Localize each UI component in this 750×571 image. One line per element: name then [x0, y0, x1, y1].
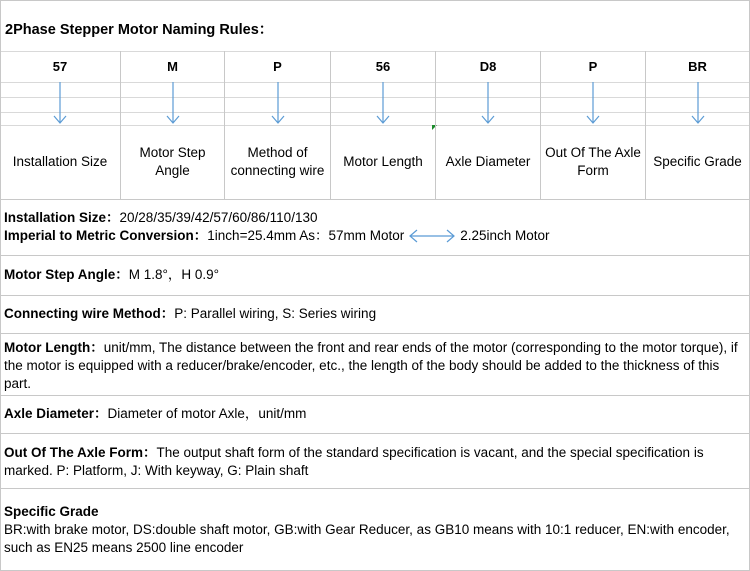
naming-code-grid — [0, 51, 749, 199]
code-connecting-wire: P — [273, 59, 282, 74]
double-arrow-icon — [408, 229, 456, 243]
wire-method-label: Connecting wire Method： — [4, 306, 175, 321]
specific-grade-text: BR:with brake motor, DS:double shaft motor, GB:with Gear Reducer, as GB10 means with 10:1 reducer, EN:with encoder, such as EN25 means 2500 line encoder — [4, 522, 730, 555]
step-angle-label: Motor Step Angle： — [4, 267, 129, 282]
code-installation-size: 57 — [52, 59, 68, 74]
label-specific-grade: Specific Grade — [653, 154, 742, 169]
axle-diameter-text: Diameter of motor Axle，unit/mm — [107, 406, 307, 421]
motor-length-label: Motor Length： — [4, 340, 104, 355]
code-axle-diameter: D8 — [479, 59, 497, 74]
down-arrow-icon — [586, 82, 600, 126]
code-specific-grade: BR — [688, 59, 707, 74]
down-arrow-icon — [53, 82, 67, 126]
label-connecting-wire: Method of connecting wire — [230, 145, 325, 178]
column-axle-diameter — [435, 51, 540, 199]
specific-grade-label: Specific Grade — [4, 504, 99, 519]
label-installation-size: Installation Size — [12, 154, 108, 169]
installation-size-text: 20/28/35/39/42/57/60/86/110/130 — [119, 210, 318, 225]
motor-length-text: unit/mm, The distance between the front and rear ends of the motor (corresponding to the motor torque), if the motor is equipped with a reducer/brake/encoder, etc., the length of the body should be added to the thickness of this part. — [4, 340, 738, 391]
code-axle-form: P — [588, 59, 598, 74]
section-axle-form — [0, 433, 749, 488]
wire-method-text: P: Parallel wiring, S: Series wiring — [174, 306, 377, 321]
section-motor-step-angle — [0, 255, 749, 295]
conversion-result: 2.25inch Motor — [460, 228, 550, 243]
column-installation-size — [0, 51, 120, 199]
section-connecting-wire — [0, 295, 749, 333]
down-arrow-icon — [271, 82, 285, 126]
down-arrow-icon — [691, 82, 705, 126]
column-motor-step-angle — [120, 51, 224, 199]
code-motor-length: 56 — [375, 59, 391, 74]
section-installation-size — [0, 199, 749, 255]
conversion-text: 1inch=25.4mm As：57mm Motor — [207, 228, 405, 243]
down-arrow-icon — [376, 82, 390, 126]
page-title: 2Phase Stepper Motor Naming Rules： — [0, 0, 749, 51]
column-axle-form — [540, 51, 645, 199]
label-motor-step-angle: Motor Step Angle — [139, 145, 206, 178]
label-axle-diameter: Axle Diameter — [445, 154, 531, 169]
section-specific-grade — [0, 488, 749, 570]
column-specific-grade — [645, 51, 749, 199]
conversion-label: Imperial to Metric Conversion： — [4, 228, 208, 243]
label-axle-form: Out Of The Axle Form — [545, 145, 641, 178]
section-axle-diameter — [0, 395, 749, 433]
axle-form-label: Out Of The Axle Form： — [4, 445, 157, 460]
step-angle-text: M 1.8°，H 0.9° — [128, 267, 220, 282]
axle-form-text: The output shaft form of the standard specification is vacant, and the special specification is marked. P: Platform, J: With keyway, G: Plain shaft — [4, 445, 704, 478]
column-motor-length — [330, 51, 435, 199]
down-arrow-icon — [481, 82, 495, 126]
label-motor-length: Motor Length — [343, 154, 423, 169]
installation-size-label: Installation Size： — [4, 210, 120, 225]
column-connecting-wire — [224, 51, 330, 199]
section-motor-length — [0, 333, 749, 395]
code-motor-step-angle: M — [167, 59, 178, 74]
axle-diameter-label: Axle Diameter： — [4, 406, 108, 421]
down-arrow-icon — [166, 82, 180, 126]
